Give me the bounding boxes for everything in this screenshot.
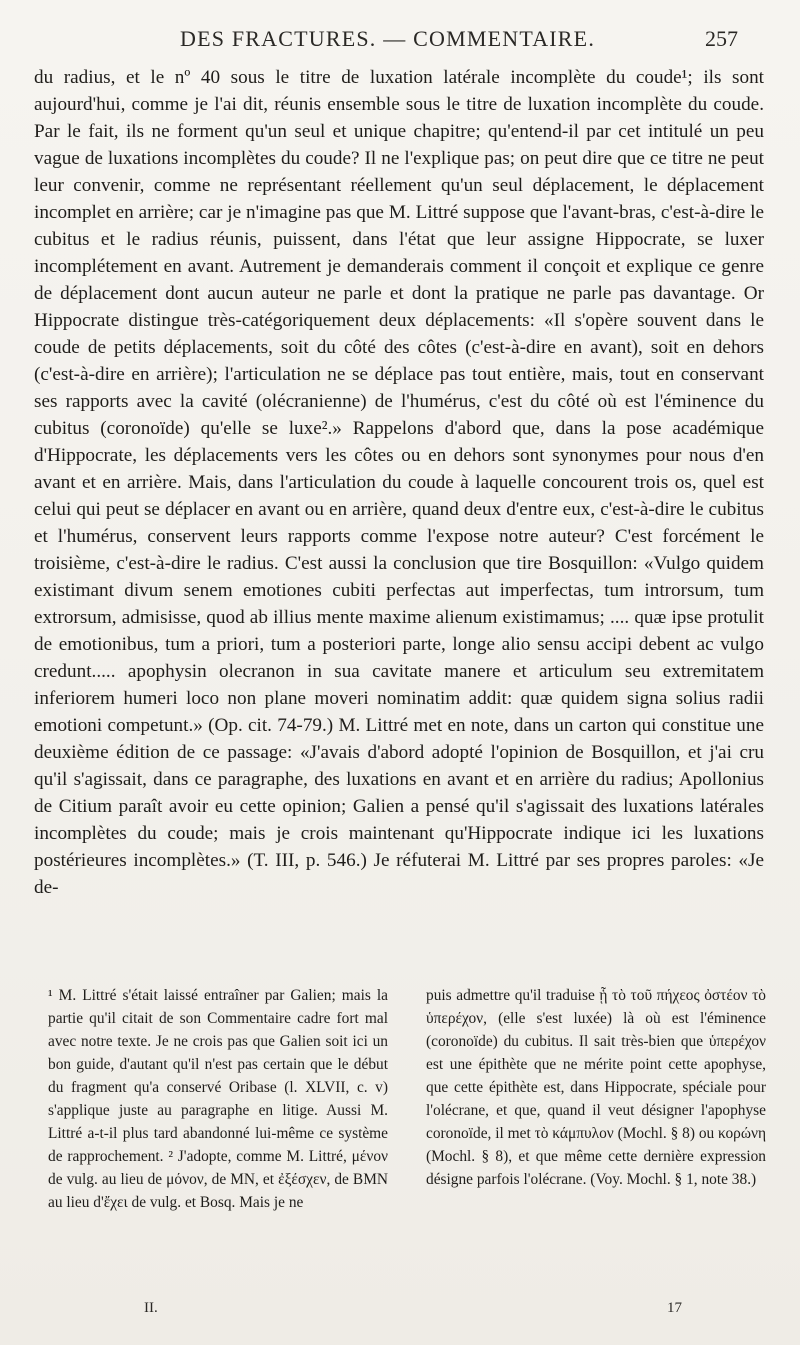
page-header: [0, 26, 800, 60]
footnote-right-text: puis admettre qu'il traduise ᾗ τὸ τοῦ πήχεος ὀστέον τὸ ὑπερέχον, (elle s'est luxée) là où est l'éminence (coronoïde) du cubitus. Il sait très-bien que ὑπερέχον est une épithète que ne mérite point cette apophyse, que cette épithète est, dans Hippocrate, spéciale pour l'olécrane, et que, quand il veut désigner l'apophyse coronoïde, il met τὸ κάμπυλον (Mochl. § 8) ou κορώνη (Mochl. § 8), et que même cette dernière expression désigne parfois l'olécrane. (Voy. Mochl. § 1, note 38.): [426, 987, 766, 1188]
sheet-signature: 17: [667, 1300, 682, 1316]
footnotes: [48, 984, 772, 1284]
page-footer: [0, 1300, 800, 1328]
footnotes-left-column: [48, 984, 388, 1284]
running-title: DES FRACTURES. — COMMENTAIRE.: [180, 26, 596, 51]
volume-signature: II.: [144, 1300, 158, 1316]
page-number: 257: [705, 26, 738, 51]
main-text: [34, 64, 764, 954]
body-paragraph: du radius, et le nº 40 sous le titre de luxation latérale incomplète du coude¹; ils sont aujourd'hui, comme je l'ai dit, réunis ensemble sous le titre de luxation incomplète du coude. Par le fait, ils ne forment qu'un seul et unique chapitre; qu'entend-il par cet intitulé un peu vague de luxations incomplètes du coude? Il ne l'explique pas; on peut dire que ce titre ne peut leur convenir, comme ne représentant réellement qu'un seul déplacement, le déplacement incomplet en arrière; car je n'imagine pas que M. Littré suppose que l'avant-bras, c'est-à-dire le cubitus et le radius réunis, puissent, dans l'état que leur assigne Hippocrate, se luxer incomplétement en avant. Autrement je demanderais comment il conçoit et explique ce genre de déplacement dont aucun auteur ne parle et dont la pratique ne parle pas davantage. Or Hippocrate distingue très-catégoriquement deux déplacements: «Il s'opère souvent dans le coude de petits déplacements, soit du côté des côtes (c'est-à-dire en avant), soit en dehors (c'est-à-dire en arrière); l'articulation ne se déplace pas tout entière, mais, tout en conservant ses rapports avec la cavité (olécranienne) de l'humérus, c'est du côté où est l'éminence du cubitus (coronoïde) qu'elle se luxe².» Rappelons d'abord que, dans la pose académique d'Hippocrate, les déplacements vers les côtes ou en dehors sont synonymes pour nous d'en avant et en arrière. Mais, dans l'articulation du coude à laquelle concourent trois os, quel est celui qui peut se déplacer en avant ou en arrière, quand deux d'entre eux, c'est-à-dire le cubitus et l'humérus, conservent leurs rapports comme l'expose notre auteur? C'est forcément le troisième, c'est-à-dire le radius. C'est aussi la conclusion que tire Bosquillon: «Vulgo quidem existimant divum senem emotiones cubiti perfectas aut imperfectas, tum introrsum, tum extrorsum, admisisse, quod ab illius mente maxime alienum existimamus; .... quæ ipse protulit de emotionibus, tum a priori, tum a posteriori parte, longe alio sensu accipi debent ac vulgo credunt..... apophysin olecranon in sua cavitate manere et articulum seu extremitatem inferiorem humeri loco non plane moveri nominatim addit: quæ quidem signa solius radii emotioni competunt.» (Op. cit. 74-79.) M. Littré met en note, dans un carton qui constitue une deuxième édition de ce passage: «J'avais d'abord adopté l'opinion de Bosquillon, et j'ai cru qu'il s'agissait, dans ce paragraphe, des luxations en avant et en arrière du radius; Apollonius de Citium paraît avoir eu cette opinion; Galien a pensé qu'il s'agissait des luxations latérales incomplètes du coude; mais je crois maintenant qu'Hippocrate indique ici les luxations postérieures incomplètes.» (T. III, p. 546.) Je réfuterai M. Littré par ses propres paroles: «Je de-: [34, 67, 764, 898]
footnotes-right-column: [426, 984, 766, 1284]
footnote-left-text: ¹ M. Littré s'était laissé entraîner par Galien; mais la partie qu'il citait de son Commentaire cadre fort mal avec notre texte. Je ne crois pas que Galien soit ici un bon guide, d'autant qu'il n'est pas certain que le début du fragment qu'a conservé Oribase (l. XLVII, c. v) s'applique juste au paragraphe en litige. Aussi M. Littré a-t-il plus tard abandonné lui-même ce système de rapprochement. ² J'adopte, comme M. Littré, μένον de vulg. au lieu de μόνον, de MN, et ἐξέσχεν, de BMN au lieu d'ἔχει de vulg. et Bosq. Mais je ne: [48, 987, 388, 1211]
